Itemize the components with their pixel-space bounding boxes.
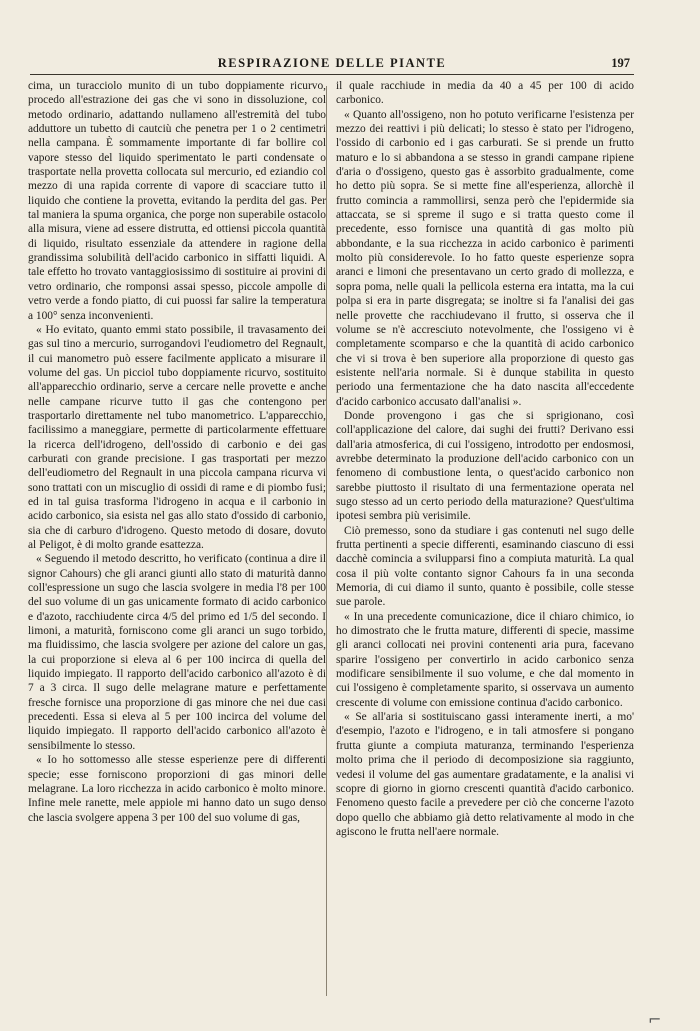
paragraph: « Se all'aria si sostituiscano gassi interamente inerti, a mo' d'esempio, l'azoto e l'idrogeno, e in tali atmosfere si pongano frutta giunte a compiuta maturanza, terminando l'esperienza molto prima che il periodo di decomposizione sia raggiunto, vedesi il volume del gas aumentare gradatamente, e la analisi vi scopre di giorno in giorno crescenti quantità d'acido carbonico. Fenomeno questo facile a prevedere per ciò che concerne l'azoto dopo quello che abbiamo già detto relativamente al modo in che agiscono le frutta nell'aere normale.: [336, 711, 634, 838]
paragraph: Ciò premesso, sono da studiare i gas contenuti nel sugo delle frutta pertinenti a specie differenti, esaminando ciascuno di essi dacchè comincia a svilupparsi fino a compiuta maturità. La qual cosa il più volte contanto signor Cahours fa in una seconda Memoria, di cui diamo il sunto, quanto è possibile, colle stesse sue parole.: [336, 524, 634, 609]
paragraph: « Seguendo il metodo descritto, ho verificato (continua a dire il signor Cahours) che gli aranci giunti allo stato di maturità danno coll'espressione un sugo che lascia svolgere in media l'8 per 100 del suo volume di un gas unicamente formato di acido carbonico e d'azoto, racchiudente circa 4/5 del primo ed 1/5 del secondo. I limoni, a maturità, forniscono come gli aranci un sugo torbido, ma fluidissimo, che lascia svolgere per azione del calore un gas, la cui proporzione si eleva al 6 per 100 incirca di quella del liquido impiegato. Il rapporto dell'acido carbonico all'azoto è di 7 a 3 circa. Il sugo delle melagrane mature e perfettamente fresche fornisce una proporzione di gas minore che nei due casi precedenti. Essa si eleva al 5 per 100 incirca del volume del liquido impiegato. Il rapporto dell'acido carbonico all'azoto è sensibilmente lo stesso.: [28, 553, 326, 752]
running-header: [30, 52, 634, 75]
paragraph: « Io ho sottomesso alle stesse esperienze pere di differenti specie; esse forniscono proporzioni di gas minori delle melagrane. La loro ricchezza in acido carbonico è molto minore. Infine mele ranette, mele appiole mi hanno dato un sugo denso che lascia svolgere appena 3 per 100 del suo volume di gas,: [28, 754, 326, 824]
running-title: RESPIRAZIONE DELLE PIANTE: [217, 56, 447, 70]
page-number: 197: [611, 56, 630, 70]
page-corner-mark: ⌐: [648, 1010, 662, 1029]
column-divider: [326, 86, 327, 996]
paragraph: « Ho evitato, quanto emmi stato possibile, il travasamento dei gas sul tino a mercurio, surrogandovi l'eudiometro del Regnault, il cui manometro può essere facilmente applicato a misurare il volume del gas. Un picciol tubo doppiamente ricurvo, sostituito all'apparecchio ordinario, serve a cercare nelle provette e anche nelle campane ricurve tutto il gas che contengono per trasportarlo direttamente nel tubo manometrico. L'apparecchio, facilissimo a maneggiare, permette di particolarmente effettuare la ricerca dell'idrogeno, dell'ossido di carbonio e dei gas carburati con grande precisione. I gas trasportati per mezzo dell'eudiometro del Regnault in una piccola campana ricurva vi sono trattati con un miscuglio di ossidi di rame e di piombo fusi; ed in tal guisa trasforma l'idrogeno in acqua e il carbonio in acido carbonico, sia esista nel gas allo stato d'ossido di carbonio, sia che di carburo d'idrogeno. Questo metodo di dosare, dovuto al Peligot, è di molto grande esattezza.: [28, 323, 326, 551]
paragraph: « In una precedente comunicazione, dice il chiaro chimico, io ho dimostrato che le frutta mature, differenti di specie, massime gli aranci collocati nei provini contenenti aria pura, facevano sparire l'ossigeno per convertirlo in acido carbonico senza modificare sensibilmente il suo volume, e che dal momento in cui l'ossigeno è completamente sparito, si osservava un aumento crescente di volume con emissione continua d'acido carbonico.: [336, 610, 634, 709]
paragraph: il quale racchiude in media da 40 a 45 per 100 di acido carbonico.: [336, 80, 634, 107]
right-column: [336, 79, 634, 999]
left-column: [28, 79, 326, 999]
paragraph: Donde provengono i gas che si sprigionano, così coll'applicazione del calore, dai sughi dei frutti? Derivano essi dall'aria atmosferica, di cui l'ossigeno, introdotto per endosmosi, avrebbe determinato la produzione dell'acido carbonico con un fenomeno di combustione lenta, o quest'acido carbonico non sarebbe piuttosto il risultato di una fermentazione operata nel sugo stesso ad un certo periodo della maturazione? Quest'ultima ipotesi sembra più verisimile.: [336, 409, 634, 523]
paragraph: « Quanto all'ossigeno, non ho potuto verificarne l'esistenza per mezzo dei reattivi i più delicati; lo stesso è stato per l'idrogeno, l'ossido di carbonio ed i gas carburati. Se si prende un frutto maturo e lo si abbandona a se stesso in grandi campane ripiene d'aria o d'ossigeno, questo gas è assorbito gradualmente, come ho detto più sopra. Se si mette fine all'esperienza, allorchè il frutto comincia a rammollirsi, senza però che l'epidermide sia attaccata, se si spreme il sugo e si tratta questo come il precedente, esso fornisce una quantità di gas molto più abbondante, e la sua ricchezza in acido carbonico è parimenti molto più considerevole. Io ho fatto queste esperienze sopra aranci e limoni che presentavano un certo grado di mollezza, e sopra poma, nelle quali la pellicola esterna era intatta, ma la cui polpa si era in parte disgregata; se inoltre si fa l'analisi dei gas nelle provette che racchiudevano il frutto, si osserva che il volume se n'è accresciuto notevolmente, che l'ossigeno vi è completamente scomparso e che la quantità di acido carbonico che vi si trova è ben superiore alla proporzione di questo gas esistente nell'aria normale. Si è dunque stabilita in questo periodo una fermentazione che ha dato nascita all'eccedente d'acido carbonico accusato dall'analisi ».: [336, 108, 634, 408]
paragraph: cima, un turacciolo munito di un tubo doppiamente ricurvo, procedo all'estrazione dei gas che vi sono in dissoluzione, col metodo ordinario, adattando nullameno all'estremità del tubo adduttore un tubetto di cautciù che penetra per 1 o 2 centimetri nella campana. È sommamente importante di far bollire col vapore stesso del liquido sperimentato le parti condensate o trasportate nella provetta collocata sul mercurio, ed eziandio col mezzo di una rapida corrente di vapore di scacciare tutto il liquido che contiene la provetta, evitando la perdita del gas. Per tal maniera la spuma organica, che porge non superabile ostacolo alla misura, viene ad essere distrutta, ed ottiensi piccola quantità di liquido, risultato essenziale da attendere in ragione della grandissima solubilità dell'acido carbonico in siffatti liquidi. A tale effetto ho trovato vantaggiosissimo di sostituire ai provini di vetro ordinario, che romponsi assai spesso, piccole ampolle di vetro verde a fondo piatto, di cui puossi far salire la temperatura a 100° senza inconvenienti.: [28, 80, 326, 322]
